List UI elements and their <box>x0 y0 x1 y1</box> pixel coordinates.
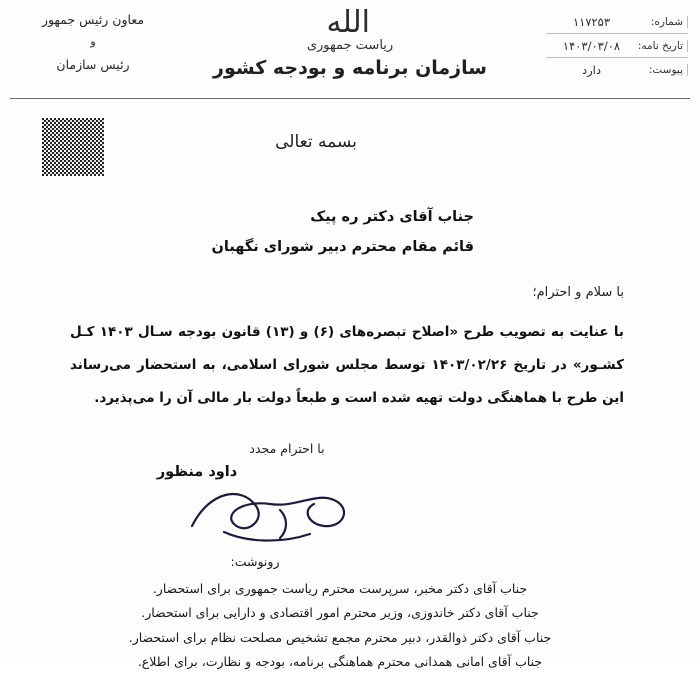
meta-value-date: ۱۴۰۳/۰۳/۰۸ <box>562 38 621 53</box>
meta-row-date <box>546 34 688 58</box>
addressee-position: قائم مقام محترم دبیر شورای نگهبان <box>211 239 474 256</box>
letter-paragraph: با عنایت به تصویب طرح «اصلاح تبصره‌های (۶) و (۱۳) قانون بودجه سـال ۱۴۰۳ کـل کشـور» در تاریخ ۱۴۰۳/۰۲/۲۶ توسط مجلس شورای اسلامی، به استحضار می‌رساند این طرح با هماهنگی دولت تهیه شده است و طبعاً دولت بار مالی آن را می‌پذیرد. <box>70 323 625 406</box>
list-item: جناب آقای دکتر ذوالقدر، دبیر محترم مجمع تشخیص مصلحت نظام برای استحضار. <box>128 629 552 645</box>
meta-row-attachment <box>546 58 688 81</box>
organization-titles <box>213 38 487 79</box>
basmala-text: بسمه تعالی <box>275 132 357 152</box>
meta-value-attachment: دارد <box>582 62 601 77</box>
sender-title-conjunction: و <box>90 34 96 48</box>
meta-label-number: شماره: <box>637 16 688 28</box>
sender-title-line1: معاون رئیس جمهور <box>41 12 145 27</box>
meta-row-number <box>546 10 688 34</box>
signer-name: داود منظور <box>156 464 238 481</box>
letterhead <box>0 0 700 98</box>
cc-section <box>0 554 700 675</box>
meta-label-attachment: پیوست: <box>637 64 688 76</box>
addressee-name: جناب آقای دکتر ره پیک <box>310 209 474 225</box>
organization-name: سازمان برنامه و بودجه کشور <box>213 57 487 79</box>
list-item: جناب آقای دکتر مخبر، سرپرست محترم ریاست جمهوری برای استحضار. <box>152 581 528 597</box>
list-item: جناب آقای دکتر خاندوزی، وزیر محترم امور اقتصادی و دارایی برای استحضار. <box>141 605 539 621</box>
letter-body <box>0 176 700 550</box>
organization-subtitle: ریاست جمهوری <box>306 38 394 53</box>
iran-emblem-icon: الله <box>326 5 370 40</box>
cc-title: رونوشت: <box>230 554 280 570</box>
addressee-block <box>70 202 624 263</box>
salutation: با سلام و احترام؛ <box>532 284 624 300</box>
sender-title-block <box>18 8 168 76</box>
handwritten-signature <box>70 480 624 550</box>
letter-meta-box <box>546 10 688 81</box>
closing-phrase: با احترام مجدد <box>249 441 325 457</box>
meta-label-date: تاریخ نامه: <box>637 40 688 52</box>
barcode-stamp <box>42 118 104 176</box>
basmala-row <box>0 98 700 176</box>
sender-title-line2: رئیس سازمان <box>56 56 130 72</box>
list-item: جناب آقای امانی همدانی محترم هماهنگی برنامه، بودجه و نظارت، برای اطلاع. <box>137 654 543 670</box>
cc-list <box>70 577 610 675</box>
meta-value-number: ۱۱۷۲۵۳ <box>572 14 611 29</box>
